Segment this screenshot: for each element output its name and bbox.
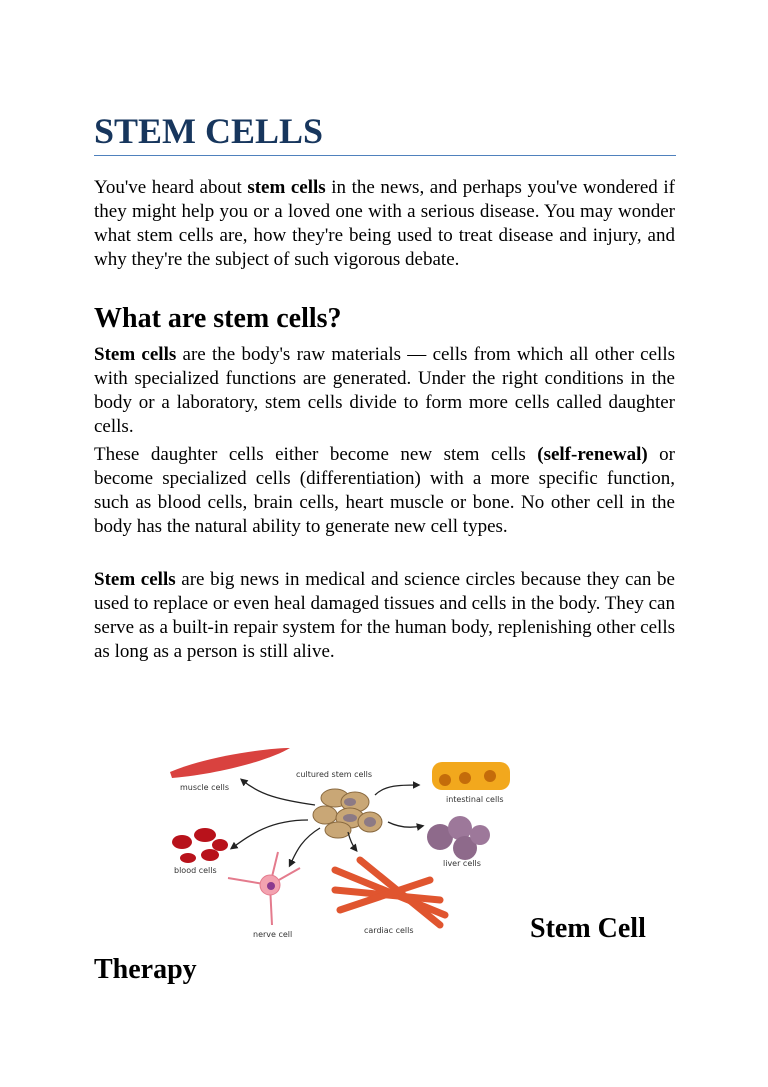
label-liver-cells: liver cells bbox=[443, 859, 481, 868]
blood-cells-illustration bbox=[172, 828, 228, 863]
label-muscle-cells: muscle cells bbox=[180, 783, 230, 792]
nerve-cell-illustration bbox=[228, 852, 300, 925]
label-nerve-cell: nerve cell bbox=[253, 930, 293, 939]
cardiac-cells-illustration bbox=[335, 860, 445, 925]
bold-text: Stem cells bbox=[94, 569, 176, 590]
section-heading-therapy: Therapy bbox=[94, 954, 197, 985]
stem-cell-diagram bbox=[160, 740, 520, 940]
muscle-cell-illustration bbox=[170, 748, 290, 778]
paragraph-definition bbox=[94, 343, 675, 439]
bold-text: (self-renewal) bbox=[537, 444, 648, 465]
diagram-svg bbox=[160, 740, 520, 940]
section-heading-what-are-stem-cells: What are stem cells? bbox=[94, 303, 342, 334]
stem-cells-illustration bbox=[313, 789, 382, 838]
bold-text: stem cells bbox=[247, 177, 326, 198]
text: are big news in medical and science circles because they can be used to replace or even heal damaged tissues and cells in the body. They can serve as a built-in repair system for the human body, replenishing other cells as long as a person is still alive. bbox=[94, 569, 675, 662]
text: or become specialized cells (differentiation) with a more specific function, such as blood cells, brain cells, heart muscle or bone. No other cell in the body has the natural ability to generate new cell types. bbox=[94, 444, 676, 537]
label-blood-cells: blood cells bbox=[174, 866, 217, 875]
text: in the news, and perhaps you've wondered if they might help you or a loved one with a serious disease. You may wonder what stem cells are, how they're being used to treat disease and injury, and why they're the subject of such vigorous debate. bbox=[94, 177, 675, 270]
label-cultured-stem-cells: cultured stem cells bbox=[296, 770, 373, 779]
label-intestinal-cells: intestinal cells bbox=[446, 795, 504, 804]
bold-text: Stem cells bbox=[94, 344, 177, 365]
text: These daughter cells either become new stem cells bbox=[94, 444, 538, 465]
paragraph-daughter-cells bbox=[94, 443, 675, 539]
paragraph-big-news bbox=[94, 568, 675, 664]
label-cardiac-cells: cardiac cells bbox=[364, 926, 414, 935]
text: You've heard about bbox=[94, 177, 248, 198]
page-title: STEM CELLS bbox=[94, 111, 324, 151]
text: are the body's raw materials — cells from which all other cells with specialized functions are generated. Under the right conditions in the body or a laboratory, stem cells divide to form more cells called daughter cells. bbox=[94, 344, 675, 437]
intro-paragraph bbox=[94, 176, 675, 272]
section-heading-stem-cell: Stem Cell bbox=[530, 913, 646, 944]
intestinal-cells-illustration bbox=[432, 762, 510, 790]
liver-cells-illustration bbox=[427, 816, 490, 860]
title-underline bbox=[94, 155, 676, 156]
